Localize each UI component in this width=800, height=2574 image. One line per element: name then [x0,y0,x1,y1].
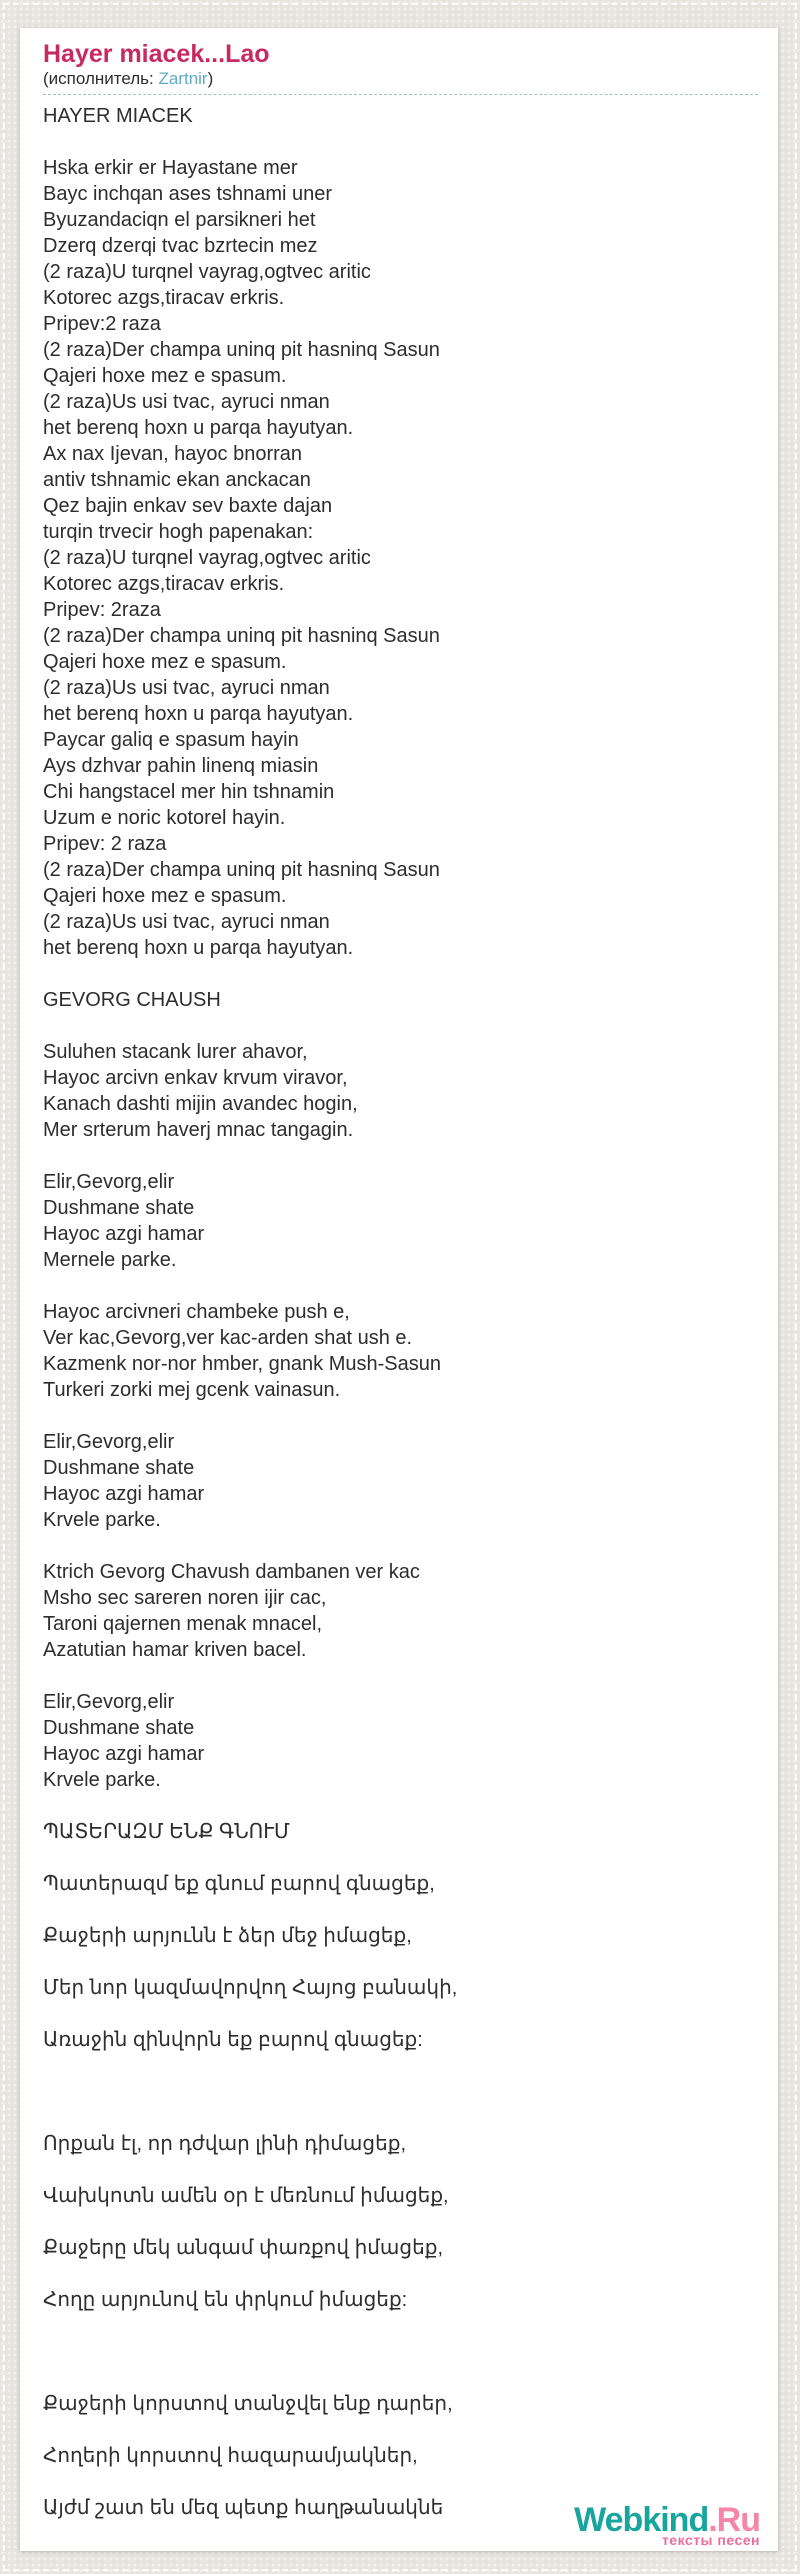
lyric-line: het berenq hoxn u parqa hayutyan. [43,703,354,725]
lyric-line: antiv tshnamic ekan anckacan [43,469,311,491]
lyric-line [43,1949,758,1975]
song-title: Hayer miacek...Lao [43,40,270,68]
lyric-line: Kazmenk nor-nor hmber, gnank Mush-Sasun [43,1353,441,1375]
lyric-line: Qez bajin enkav sev baxte dajan [43,495,333,517]
lyric-line [43,1533,758,1559]
lyric-line: Kanach dashti mijin avandec hogin, [43,1093,358,1115]
logo-webkind-text: Webkind [574,2501,709,2539]
lyric-line: Kotorec azgs,tiracav erkris. [43,573,285,595]
lyric-line: Ver kac,Gevorg,ver kac-arden shat ush e. [43,1327,413,1349]
lyric-line [43,1143,758,1169]
lyric-line [43,1845,758,1871]
lyric-line: Elir,Gevorg,elir [43,1171,175,1193]
lyric-line: Qajeri hoxe mez e spasum. [43,651,287,673]
lyric-line: Ktrich Gevorg Chavush dambanen ver kac [43,1561,420,1583]
lyric-line [43,2105,758,2131]
lyric-line: Pripev:2 raza [43,313,161,335]
lyric-line [43,2339,758,2365]
lyric-line [43,961,758,987]
lyric-line: Elir,Gevorg,elir [43,1691,175,1713]
lyric-line: Qajeri hoxe mez e spasum. [43,365,287,387]
lyric-line [43,2079,758,2105]
lyric-line: Kotorec azgs,tiracav erkris. [43,287,285,309]
lyric-line [43,1793,758,1819]
lyric-line: Krvele parke. [43,1769,161,1791]
lyric-line: Krvele parke. [43,1509,161,1531]
lyric-line [43,1013,758,1039]
lyric-line: Պատերազմ եք գնում բարով գնացեք, [43,1873,435,1895]
lyric-line: Byuzandaciqn el parsikneri het [43,209,316,231]
lyric-line: (2 raza)Der champa uninq pit hasninq Sasun [43,859,440,881]
lyric-line: Turkeri zorki mej gcenk vainasun. [43,1379,341,1401]
artist-label-close: ) [207,69,214,88]
lyric-line [43,2053,758,2079]
lyric-line: Hayoc arcivn enkav krvum viravor, [43,1067,348,1089]
logo-ru-text: .Ru [708,2501,760,2539]
lyric-line: Hayoc arcivneri chambeke push e, [43,1301,350,1323]
lyric-line: Hayoc azgi hamar [43,1483,205,1505]
lyric-line [43,2001,758,2027]
lyric-line: Chi hangstacel mer hin tshnamin [43,781,335,803]
lyric-line: Քաջերի կորստով տանջվել ենք դարեր, [43,2393,453,2415]
lyric-line: Hska erkir er Hayastane mer [43,157,298,179]
lyric-line: Elir,Gevorg,elir [43,1431,175,1453]
lyric-line: (2 raza)Der champa uninq pit hasninq Sasun [43,339,440,361]
lyric-line [43,2209,758,2235]
lyric-line: Հողը արյունով են փրկում իմացեք: [43,2289,408,2311]
lyric-line: Dushmane shate [43,1717,195,1739]
lyric-line: (2 raza)U turqnel vayrag,ogtvec aritic [43,261,371,283]
logo-tagline: тексты песен [661,2532,760,2548]
lyric-line: Dzerq dzerqi tvac bzrtecin mez [43,235,318,257]
lyric-line [43,1273,758,1299]
lyric-line: Հողերի կորստով հազարամյակներ, [43,2445,418,2467]
lyric-line: HAYER MIACEK [43,105,193,127]
lyric-line: het berenq hoxn u parqa hayutyan. [43,417,354,439]
lyric-line: GEVORG CHAUSH [43,989,221,1011]
lyric-line: Paycar galiq e spasum hayin [43,729,299,751]
lyric-line: Taroni qajernen menak mnacel, [43,1613,323,1635]
lyric-line [43,2261,758,2287]
lyric-line: Mernele parke. [43,1249,177,1271]
lyric-line [43,129,758,155]
lyric-line: (2 raza)Us usi tvac, ayruci nman [43,677,330,699]
lyric-line: Mer srterum haverj mnac tangagin. [43,1119,354,1141]
lyrics-card [20,28,778,2551]
lyric-line [43,2417,758,2443]
lyric-line: Dushmane shate [43,1457,195,1479]
lyric-line: Pripev: 2raza [43,599,161,621]
lyric-line: Քաջերը մեկ անգամ փառքով իմացեք, [43,2237,444,2259]
lyric-line: (2 raza)Der champa uninq pit hasninq Sasun [43,625,440,647]
lyric-line: Uzum e noric kotorel hayin. [43,807,286,829]
lyric-line: (2 raza)Us usi tvac, ayruci nman [43,911,330,933]
lyric-line: Ax nax Ijevan, hayoc bnorran [43,443,303,465]
lyric-line: Որքան էլ, որ դժվար լինի դիմացեք, [43,2133,407,2155]
lyric-line: Այժմ շատ են մեզ պետք հաղթանակնե [43,2497,444,2519]
lyric-line: Քաջերի արյունն է ձեր մեջ իմացեք, [43,1925,412,1947]
lyric-line: Ays dzhvar pahin linenq miasin [43,755,319,777]
artist-line [43,68,758,95]
lyric-line [43,1663,758,1689]
artist-label: (исполнитель: [43,69,159,88]
lyric-line: Hayoc azgi hamar [43,1743,205,1765]
lyric-line: Azatutian hamar kriven bacel. [43,1639,307,1661]
lyric-line [43,2469,758,2495]
lyric-line: Վախկոտն ամեն օր է մեռնում իմացեք, [43,2185,449,2207]
lyric-line: Մեր նոր կազմավորվող Հայոց բանակի, [43,1977,458,1999]
lyric-line: het berenq hoxn u parqa hayutyan. [43,937,354,959]
lyric-line [43,1897,758,1923]
lyric-line: Bayc inchqan ases tshnami uner [43,183,333,205]
artist-link[interactable]: Zartnir [158,69,208,88]
lyric-line: Hayoc azgi hamar [43,1223,205,1245]
lyric-line: Dushmane shate [43,1197,195,1219]
lyric-line: ՊԱՏԵՐԱԶՄ ԵՆՔ ԳՆՈՒՄ [43,1821,290,1843]
webkind-logo[interactable] [574,2503,760,2547]
lyrics-text [43,103,758,2521]
lyric-line: Առաջին զինվորն եք բարով գնացեք: [43,2029,423,2051]
lyric-line: Suluhen stacank lurer ahavor, [43,1041,308,1063]
lyric-line: Msho sec sareren noren ijir cac, [43,1587,327,1609]
lyric-line: turqin trvecir hogh papenakan: [43,521,314,543]
lyric-line [43,2365,758,2391]
lyric-line: (2 raza)U turqnel vayrag,ogtvec aritic [43,547,371,569]
lyric-line [43,1403,758,1429]
lyric-line: (2 raza)Us usi tvac, ayruci nman [43,391,330,413]
lyric-line [43,2157,758,2183]
lyric-line: Qajeri hoxe mez e spasum. [43,885,287,907]
lyric-line: Pripev: 2 raza [43,833,167,855]
lyric-line [43,2313,758,2339]
